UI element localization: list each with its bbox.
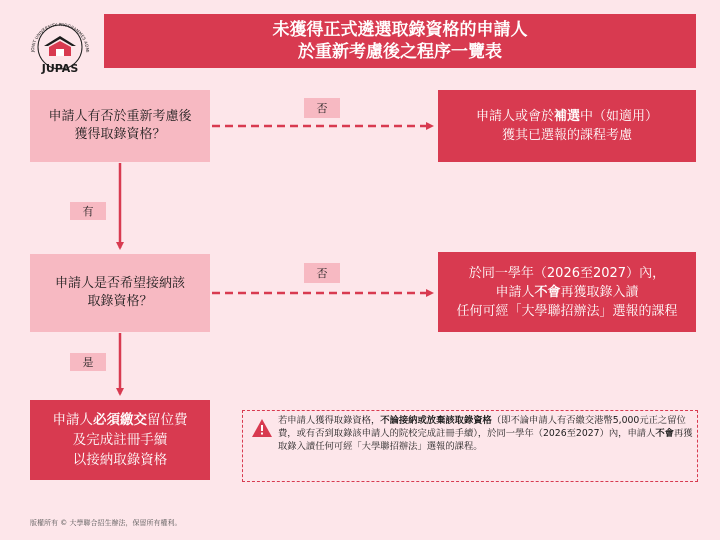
outcome-1-line-1: 申請人或會於補選中（如適用）	[475, 109, 659, 124]
title-line-2: 於重新考慮後之程序一覽表	[298, 42, 502, 62]
page-title	[104, 14, 696, 68]
copyright-footer: 版權所有 © 大學聯合招生辦法，保留所有權利。	[30, 519, 182, 527]
question-2-box	[30, 254, 210, 332]
label-no-2: 否	[304, 263, 340, 283]
question-1-line-2: 獲得取錄資格？	[74, 127, 166, 142]
outcome-3-line-1: 申請人必須繳交留位費	[52, 412, 188, 428]
outcome-3-box	[30, 400, 210, 480]
outcome-1-line-2: 獲其已選報的課程考慮	[501, 128, 632, 143]
title-line-1: 未獲得正式遴選取錄資格的申請人	[272, 20, 528, 40]
outcome-1-box	[438, 90, 696, 162]
label-no-1: 否	[304, 98, 340, 118]
label-yes-2: 是	[70, 353, 106, 371]
outcome-3-line-2: 及完成註冊手續	[72, 432, 168, 448]
outcome-2-line-2: 申請人不會再獲取錄入讀	[495, 284, 639, 300]
outcome-2-box	[438, 252, 696, 332]
question-1-box	[30, 90, 210, 162]
jupas-logo	[20, 14, 100, 76]
note-text: 若申請人獲得取錄資格，不論接納或放棄該取錄資格（即不論申請人有否繳交港幣5,000元正之留位費，或有否到取錄該申請人的院校完成註冊手續），於同一學年（2026至2027）內，申請人不會再獲取錄入讀任何可經「大學聯招辦法」選報的課程。	[278, 415, 693, 452]
outcome-3-line-3: 以接納取錄資格	[72, 452, 168, 468]
logo-text: JUPAS	[41, 62, 79, 75]
label-yes-1: 有	[70, 202, 106, 220]
outcome-2-line-1: 於同一學年（2026至2027）內，	[468, 265, 666, 281]
outcome-2-line-3: 任何可經「大學聯招辦法」選報的課程	[456, 303, 678, 319]
warning-icon	[251, 418, 273, 438]
logo-ring-text: JOINT UNIVERSITY PROGRAMMES ADMI	[29, 21, 91, 53]
question-2-line-1: 申請人是否希望接納該	[54, 276, 185, 291]
question-1-line-1: 申請人有否於重新考慮後	[48, 109, 192, 124]
question-2-line-2: 取錄資格？	[87, 294, 153, 309]
